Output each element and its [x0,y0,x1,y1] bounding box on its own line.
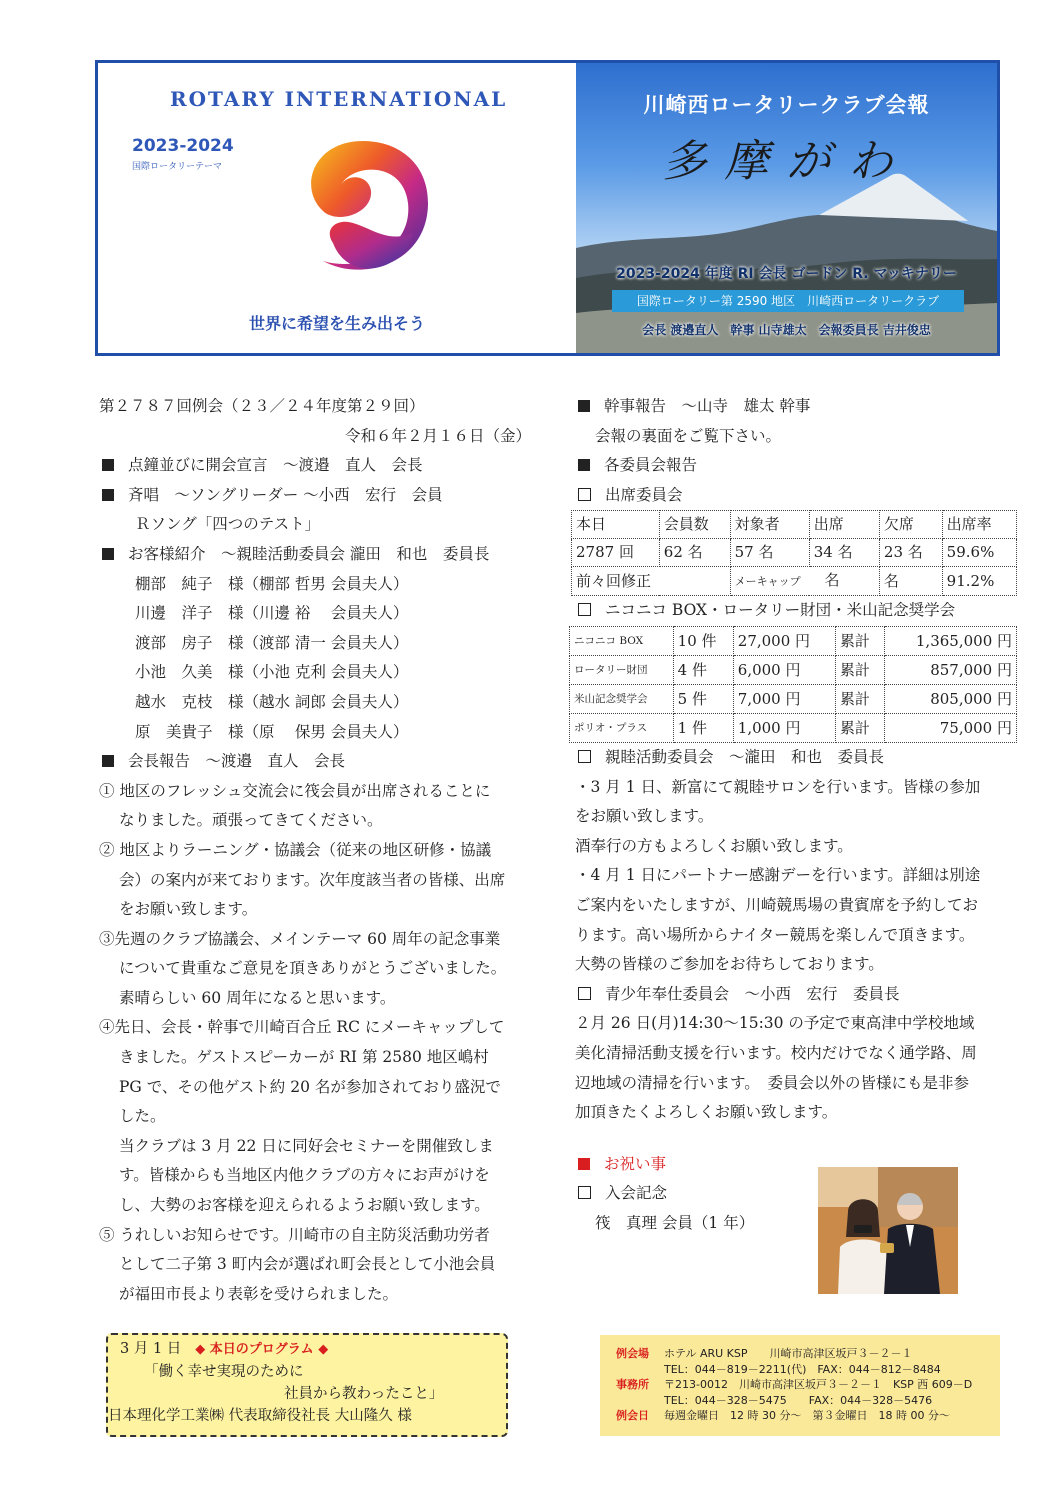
program-header [114,1338,500,1361]
table-cell: 欠席 [879,511,942,539]
guest-item: 棚部 純子 様（棚部 哲男 会員夫人） [135,574,409,593]
section-guests: お客様紹介 ～親睦活動委員会 瀧田 和也 委員長 [99,540,539,570]
table-cell: 10 件 [673,626,733,655]
guest-item: 川邊 洋子 様（川邊 裕 会員夫人） [135,604,409,623]
venue-text: ホテル ARU KSP 川崎市高津区坂戸３－２－１ [664,1347,913,1360]
table-cell: 対象者 [730,511,809,539]
ri-theme-label: 国際ロータリーテーマ [132,162,223,172]
table-cell: 1 件 [673,713,733,742]
section-president-report: 会長報告 ～渡邉 直人 会長 [99,747,539,777]
venue-label: 例会場 [616,1347,649,1360]
table-row [572,567,1017,596]
header-banner [95,60,1000,356]
table-cell: 累計 [835,626,884,655]
table-cell: 累計 [835,713,884,742]
venue-row [616,1346,1000,1362]
right-column [575,392,1020,1238]
section-committees: 各委員会報告 [575,451,1020,481]
bullet-square-icon [578,1158,590,1170]
checkbox-square-icon [578,987,591,1000]
table-cell: 57 名 [730,539,809,567]
bullet-square-icon [102,489,114,501]
club-officers: 会長 渡邉直人 幹事 山寺雄太 会報委員長 吉井俊忠 [642,323,931,337]
table-row [572,511,1017,539]
today-program [106,1333,508,1437]
social-line: ります。高い場所からナイター競馬を楽しんで頂きます。 [575,925,975,944]
checkbox-square-icon [578,488,591,501]
office-tel: TEL：044－328－5475 FAX：044－328－5476 [664,1393,933,1407]
bullet-square-icon [102,548,114,560]
table-cell: 出席率 [942,511,1016,539]
checkbox-square-icon [578,603,591,616]
report-line: 当クラブは 3 月 22 日に同好会セミナーを開催致しま [119,1136,494,1155]
guest-item: 越水 克枝 様（越水 詞郎 会員夫人） [135,692,409,711]
table-cell: 1,365,000 円 [884,626,1016,655]
checkbox-square-icon [578,1186,591,1199]
table-cell: 91.2% [942,567,1016,596]
table-cell: 会員数 [659,511,730,539]
club-info-box [600,1335,1000,1436]
table-cell: 7,000 円 [733,684,835,713]
bullet-square-icon [102,459,114,471]
program-date: 3 月 1 日 [120,1341,182,1357]
report-line: きました。ゲストスピーカーが RI 第 2580 地区嶋村 [119,1048,489,1067]
report-line: 素晴らしい 60 周年になると思います。 [119,988,396,1007]
table-cell: 5 件 [673,684,733,713]
table-row [570,626,1017,655]
social-line: 大勢の皆様のご参加をお待ちしております。 [575,955,884,974]
table-cell: 857,000 円 [884,655,1016,684]
table-cell: 27,000 円 [733,626,835,655]
social-line: ・4 月 1 日にパートナー感謝デーを行います。詳細は別途 [575,866,981,885]
district-label: 国際ロータリー第 2590 地区 川崎西ロータリークラブ [612,290,964,312]
program-title-line2: 社員から教わったこと」 [284,1386,444,1402]
club-bulletin-title: 川崎西ロータリークラブ会報 [643,93,930,117]
joining-member: 筏 真理 会員（1 年） [595,1213,755,1232]
table-cell: 1,000 円 [733,713,835,742]
table-cell: 62 名 [659,539,730,567]
ri-title: ROTARY INTERNATIONAL [170,87,508,111]
ri-president: 2023-2024 年度 RI 会長 ゴードン R. マッキナリー [616,266,957,282]
social-line: ご案内をいたしますが、川崎競馬場の貴賓席を予約してお [575,895,979,914]
table-cell: 2787 回 [572,539,660,567]
meeting-day-row [616,1408,1000,1424]
table-row [570,684,1017,713]
checkbox-square-icon [578,750,591,763]
guest-item: 原 美貴子 様（原 保男 会員夫人） [135,722,409,741]
program-label: ◆ 本日のプログラム ◆ [195,1342,329,1357]
youth-line: 美化清掃活動支援を行います。校内だけでなく通学路、周 [575,1043,977,1062]
report-line: ④先日、会長・幹事で川崎百合丘 RC にメーキャップして [99,1018,505,1037]
joining-header: 入会記念 [575,1179,1020,1209]
social-line: をお願い致します。 [575,807,714,826]
table-row [570,713,1017,742]
attendance-header: 出席委員会 [575,481,1020,511]
venue-tel-row [616,1362,1000,1378]
bullet-square-icon [102,755,114,767]
youth-line: 辺地域の清掃を行います。 委員会以外の皆様にも是非参 [575,1073,970,1092]
report-line: なりました。頑張ってきてください。 [119,811,383,830]
report-line: ⑤ うれしいお知らせです。川崎市の自主防災活動功労者 [99,1225,490,1244]
report-line: として二子第 3 町内会が選ばれ町会長として小池会員 [119,1255,496,1274]
office-row [616,1377,1000,1393]
table-cell: メーキャップ 名 [730,567,879,596]
ri-motto: 世界に希望を生み出そう [248,314,425,333]
bullet-square-icon [578,459,590,471]
meeting-date: 令和６年２月１６日（金） [344,426,531,445]
table-cell: ニコニコ BOX [570,626,674,655]
report-line: をお願い致します。 [119,900,258,919]
ri-year: 2023-2024 [132,136,234,156]
office-text: 〒213-0012 川崎市高津区坂戸３－２－１ KSP 西 609－D [664,1378,973,1391]
venue-tel: TEL：044－819－2211(代) FAX：044－812－8484 [664,1362,941,1376]
table-row [570,655,1017,684]
attendance-table [571,510,1017,596]
table-cell: 34 名 [809,539,879,567]
report-line: した。 [119,1107,166,1126]
meeting-number: 第２７８７回例会（２３／２４年度第２９回） [99,397,425,415]
section-secretary-report: 幹事報告 ～山寺 雄太 幹事 [575,392,1020,422]
left-column [99,392,539,1309]
youth-line: ２月 26 日(月)14:30～15:30 の予定で東高津中学校地域 [575,1014,975,1033]
celebration-photo [818,1167,958,1294]
report-line: ② 地区よりラーニング・協議会（従来の地区研修・協議 [99,840,492,859]
club-title-panel [576,63,997,353]
section-song: 斉唱 ～ソングリーダー ～小西 宏行 会員 [99,481,539,511]
table-cell: 4 件 [673,655,733,684]
meeting-day-label: 例会日 [616,1409,649,1422]
fund-table [569,626,1017,743]
section-opening: 点鐘並びに開会宣言 ～渡邉 直人 会長 [99,451,539,481]
social-header: 親睦活動委員会 ～瀧田 和也 委員長 [575,743,1020,773]
table-cell: 名 [879,567,942,596]
table-cell: 6,000 円 [733,655,835,684]
meeting-day-text: 毎週金曜日 12 時 30 分～ 第３金曜日 18 時 00 分～ [664,1409,950,1422]
table-cell: 前々回修正 [572,567,731,596]
table-cell: ロータリー財団 [570,655,674,684]
ri-theme-logo [293,133,433,288]
song-title: Ｒソング「四つのテスト」 [135,515,321,534]
program-speaker: 日本理化学工業㈱ 代表取締役社長 大山隆久 様 [108,1408,412,1424]
fund-header: ニコニコ BOX・ロータリー財団・米山記念奨学会 [575,596,1020,626]
table-cell: 75,000 円 [884,713,1016,742]
table-row [572,539,1017,567]
youth-line: 加頂きたくよろしくお願い致します。 [575,1103,838,1122]
report-line: ③先週のクラブ協議会、メインテーマ 60 周年の記念事業 [99,929,501,948]
report-line: ① 地区のフレッシュ交流会に筏会員が出席されることに [99,781,491,800]
table-cell: 累計 [835,684,884,713]
celebration-header: お祝い事 [575,1150,1020,1180]
guest-item: 小池 久美 様（小池 克利 会員夫人） [135,663,409,682]
program-title-line1: 「働く幸せ実現のために [144,1364,304,1380]
club-bulletin-name: 多摩がわ [662,136,911,187]
table-cell: 米山記念奨学会 [570,684,674,713]
table-cell: 出席 [809,511,879,539]
table-cell: 累計 [835,655,884,684]
table-cell: 23 名 [879,539,942,567]
ri-theme-panel [98,63,576,353]
office-label: 事務所 [616,1378,649,1391]
bullet-square-icon [578,400,590,412]
table-cell: 本日 [572,511,660,539]
report-line: 会）の案内が来ております。次年度該当者の皆様、出席 [119,870,506,889]
report-line: す。皆様からも当地区内他クラブの方々にお声がけを [119,1166,490,1185]
guest-item: 渡部 房子 様（渡部 清一 会員夫人） [135,633,409,652]
report-line: し、大勢のお客様を迎えられるようお願い致します。 [119,1196,490,1215]
table-cell: 59.6% [942,539,1016,567]
report-line: について貴重なご意見を頂きありがとうございました。 [119,959,507,978]
report-line: PG で、その他ゲスト約 20 名が参加されており盛況で [119,1077,501,1096]
table-cell: ポリオ・プラス [570,713,674,742]
secretary-text: 会報の裏面をご覧下さい。 [595,426,782,445]
report-line: が福田市長より表彰を受けられました。 [119,1284,399,1303]
social-line: 酒奉行の方もよろしくお願い致します。 [575,836,853,855]
social-line: ・3 月 1 日、新富にて親睦サロンを行います。皆様の参加 [575,777,981,796]
table-cell: 805,000 円 [884,684,1016,713]
office-tel-row [616,1393,1000,1409]
youth-header: 青少年奉仕委員会 ～小西 宏行 委員長 [575,980,1020,1010]
